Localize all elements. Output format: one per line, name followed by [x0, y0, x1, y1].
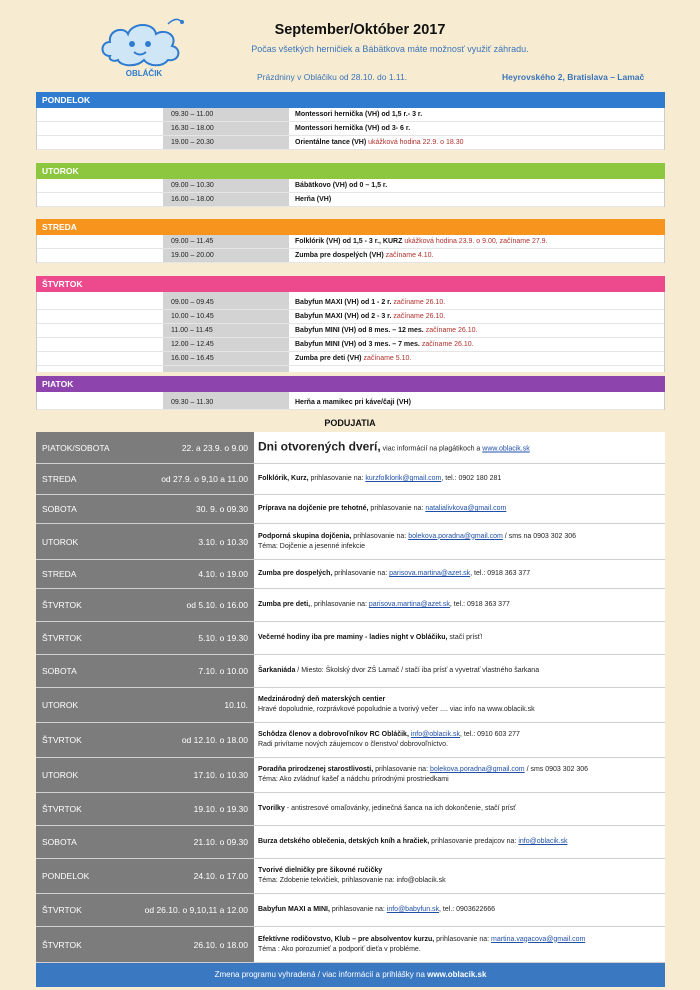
schedule-time: 10.00 – 10.45 [171, 313, 214, 320]
event-date: od 27.9. o 9,10 a 11.00 [161, 474, 248, 484]
schedule-note: ukážková hodina 23.9. o 9.00, začíname 27.9. [404, 238, 548, 245]
event-title: Tvorilky [258, 805, 285, 812]
event-text: prihlasovanie na: [332, 570, 390, 577]
schedule-activity: Babyfun MINI (VH) od 3 mes. – 7 mes. [295, 341, 420, 348]
day-header: PONDELOK [36, 92, 665, 108]
schedule-activity: Babyfun MINI (VH) od 8 mes. – 12 mes. [295, 327, 424, 334]
day-header: ŠTVRTOK [36, 276, 665, 292]
event-date: 19.10. o 19.30 [193, 804, 248, 814]
schedule-row [37, 249, 664, 263]
schedule-activity: Montessori hernička (VH) od 3- 6 r. [295, 125, 411, 132]
event-title: Schôdza členov a dobrovoľníkov RC Obláčik, [258, 731, 409, 738]
event-title: Poradňa prirodzenej starostlivosti, [258, 766, 374, 773]
event-text: - antistresové omaľovánky, jedinečná šanca na ich dokončenie, stačí prísť [284, 805, 516, 812]
event-day: SOBOTA [42, 504, 77, 514]
event-link[interactable]: natalialivkova@gmail.com [425, 505, 507, 512]
schedule-time: 09.30 – 11.00 [171, 111, 214, 118]
event-date: 22. a 23.9. o 9.00 [181, 442, 248, 453]
event-row [36, 927, 665, 963]
event-row [36, 655, 665, 688]
event-day: ŠTVRTOK [42, 939, 82, 950]
event-link[interactable]: parisova.martina@azet.sk [389, 570, 471, 577]
event-link[interactable]: info@oblacik.sk [518, 838, 568, 845]
schedule-time: 19.00 – 20.00 [171, 252, 214, 259]
schedule-time: 12.00 – 12.45 [171, 341, 214, 348]
event-row [36, 524, 665, 560]
event-day: ŠTVRTOK [42, 633, 82, 643]
schedule-note: ukážková hodina 22.9. o 18.30 [368, 139, 464, 146]
event-topic: Téma: Zdobenie tekvičiek, prihlasovanie na: info@oblacik.sk [258, 877, 446, 884]
footer-text: Zmena programu vyhradená / viac informácií a prihlášky na [214, 970, 425, 979]
event-date: 30. 9. o 09.30 [196, 504, 248, 514]
event-date: 26.10. o 18.00 [193, 939, 248, 950]
event-row [36, 464, 665, 495]
event-link[interactable]: info@oblacik.sk [410, 731, 460, 738]
schedule-note: začíname 26.10. [425, 327, 478, 334]
event-link[interactable]: www.oblacik.sk [482, 445, 530, 452]
event-text-2: / sms 0903 302 306 [524, 766, 589, 773]
holiday-note: Prázdniny v Obláčiku od 28.10. do 1.11. [257, 72, 408, 82]
schedule-row [37, 396, 664, 410]
event-date: 24.10. o 17.00 [193, 871, 248, 881]
svg-text:OBLÁČIK: OBLÁČIK [125, 69, 163, 78]
event-title: Dni otvorených dverí, [258, 439, 381, 453]
schedule-time: 09.00 – 10.30 [171, 182, 214, 189]
event-row [36, 622, 665, 655]
schedule-activity: Bábätkovo (VH) od 0 – 1,5 r. [295, 182, 388, 189]
day-block-streda [36, 219, 665, 263]
event-row [36, 723, 665, 758]
schedule-activity: Babyfun MAXI (VH) od 2 - 3 r. [295, 313, 392, 320]
event-text-2: , tel.: 0910 603 277 [460, 731, 520, 738]
schedule-time: 16.00 – 16.45 [171, 355, 214, 362]
event-date: 7.10. o 10.00 [198, 666, 248, 676]
event-day: STREDA [42, 569, 77, 579]
event-text: prihlasovanie na: [368, 505, 426, 512]
event-text: viac informácií na plagátikoch a [380, 445, 483, 452]
event-title: Folklórik, Kurz, [258, 475, 309, 482]
event-title: Babyfun MAXI a MINI, [258, 906, 330, 913]
schedule-row [37, 179, 664, 193]
event-text: prihlasovanie na: [308, 475, 366, 482]
schedule-row [37, 122, 664, 136]
schedule-note: začíname 26.10. [393, 313, 446, 320]
schedule-activity: Montessori hernička (VH) od 1,5 r.- 3 r. [295, 111, 423, 118]
event-row [36, 560, 665, 589]
schedule-activity: Herňa a mamikec pri káve/čaji (VH) [295, 399, 411, 406]
schedule-time: 16.30 – 18.00 [171, 125, 214, 132]
event-day: ŠTVRTOK [42, 905, 82, 915]
event-date: od 12.10. o 18.00 [181, 735, 248, 745]
schedule-row [37, 352, 664, 366]
footer-bar [36, 963, 665, 987]
schedule-time: 11.00 – 11.45 [171, 327, 213, 334]
event-day: UTOROK [42, 536, 79, 547]
event-day: UTOROK [42, 700, 79, 710]
schedule-activity: Orientálne tance (VH) [295, 139, 367, 146]
schedule-note: začíname 5.10. [363, 355, 412, 362]
day-header: UTOROK [36, 163, 665, 179]
event-date: 17.10. o 10.30 [193, 770, 248, 780]
event-date: 4.10. o 19.00 [198, 569, 248, 579]
event-row [36, 793, 665, 826]
event-day: SOBOTA [42, 666, 77, 676]
schedule-row [37, 235, 664, 249]
event-title: Zumba pre dospelých, [258, 570, 333, 577]
event-title: Efektívne rodičovstvo, Klub – pre absolventov kurzu, [258, 935, 435, 943]
schedule-activity: Babyfun MAXI (VH) od 1 - 2 r. [295, 299, 392, 306]
schedule-time: 19.00 – 20.30 [171, 139, 214, 146]
page-subtitle: Počas všetkých herničiek a Bábätkova máte možnosť využiť záhradu. [251, 44, 529, 54]
event-title: Príprava na dojčenie pre tehotné, [258, 505, 369, 512]
event-topic: Hravé dopoludnie, rozprávkové popoludnie a tvorivý večer .... viac info na www.oblacik.sk [258, 706, 535, 713]
event-title: Podporná skupina dojčenia, [258, 532, 352, 540]
event-title: Tvorivé dielničky pre šikovné ručičky [258, 867, 383, 874]
event-row [36, 495, 665, 524]
schedule-row [37, 324, 664, 338]
event-day: PIATOK/SOBOTA [42, 442, 110, 453]
event-topic: Téma: Ako zvládnuť kašeľ a nádchu prírodnými prostriedkami [258, 776, 449, 783]
event-text-2: , tel.: 0902 180 281 [441, 475, 502, 482]
event-text-2: / sms na 0903 302 306 [502, 532, 577, 540]
schedule-note: začíname 26.10. [421, 341, 474, 348]
event-text-2: , tel.: 0918 363 377 [449, 601, 510, 608]
event-date: od 26.10. o 9,10,11 a 12.00 [144, 905, 248, 915]
event-text: , prihlasovanie na: [310, 601, 369, 608]
event-date: od 5.10. o 16.00 [186, 600, 248, 610]
schedule-row [37, 136, 664, 150]
schedule-activity: Zumba pre dospelých (VH) [295, 252, 384, 259]
event-link[interactable]: parisova.martina@azet.sk [368, 601, 450, 608]
schedule-activity: Herňa (VH) [295, 196, 332, 203]
event-topic: Téma: Dojčenie a jesenné infekcie [258, 542, 366, 550]
event-day: SOBOTA [42, 837, 77, 847]
schedule-row [37, 338, 664, 352]
event-link[interactable]: martina.vagacova@gmail.com [491, 935, 586, 943]
event-day: PONDELOK [42, 871, 90, 881]
day-header: STREDA [36, 219, 665, 235]
event-link[interactable]: info@babyfun.sk [386, 906, 440, 913]
schedule-activity: Zumba pre deti (VH) [295, 355, 362, 362]
day-header: PIATOK [36, 376, 665, 392]
event-date: 3.10. o 10.30 [198, 536, 248, 547]
event-topic: Téma : Ako porozumieť a podporiť dieťa v probléme. [258, 945, 421, 953]
events-table [36, 432, 665, 987]
day-block-pondelok [36, 92, 665, 150]
event-row [36, 432, 665, 464]
event-title: Medzinárodný deň materských centier [258, 696, 386, 703]
day-block-piatok [36, 376, 665, 410]
event-text: prihlasovanie predajcov na: [429, 838, 519, 845]
event-date: 10.10. [224, 700, 248, 710]
event-row [36, 826, 665, 859]
schedule-time: 16.00 – 18.00 [171, 196, 214, 203]
event-row [36, 688, 665, 723]
event-day: ŠTVRTOK [42, 735, 82, 745]
schedule-row [37, 108, 664, 122]
event-title: Burza detského oblečenia, detských kníh a hračiek, [258, 838, 430, 845]
schedule-row [37, 296, 664, 310]
event-row [36, 859, 665, 894]
schedule-note: začíname 26.10. [393, 299, 446, 306]
event-title: Večerné hodiny iba pre maminy - ladies night v Obláčiku, [258, 634, 448, 641]
event-date: 5.10. o 19.30 [198, 633, 248, 643]
schedule-activity: Folklórik (VH) od 1,5 - 3 r., KURZ [295, 238, 403, 245]
events-heading: PODUJATIA [324, 418, 376, 428]
event-topic: Radi privítame nových záujemcov o členstvo/ dobrovoľníctvo. [258, 741, 448, 748]
event-day: ŠTVRTOK [42, 804, 82, 814]
event-text: stačí prísť! [447, 634, 483, 641]
address: Heyrovského 2, Bratislava – Lamač [502, 72, 645, 82]
event-link[interactable]: kurzfolklorik@gmail.com [365, 475, 442, 482]
event-text-2: , tel.: 0918 363 377 [470, 570, 531, 577]
footer-link[interactable]: www.oblacik.sk [427, 970, 487, 979]
event-text-2: , tel.: 0903622666 [439, 906, 496, 913]
event-row [36, 589, 665, 622]
page-title: September/Október 2017 [274, 22, 446, 38]
event-day: ŠTVRTOK [42, 600, 82, 610]
event-text: prihlasovanie na: [351, 532, 409, 540]
event-day: UTOROK [42, 770, 79, 780]
schedule-time: 09.30 – 11.30 [171, 399, 214, 406]
event-text: / Miesto: Školský dvor ZŠ Lamač / stačí iba prísť a vyvetrať vlastného šarkana [295, 667, 540, 674]
schedule-time: 09.00 – 11.45 [171, 238, 214, 245]
event-day: STREDA [42, 474, 77, 484]
event-title: Šarkaniáda [258, 667, 296, 674]
event-text: prihlasovanie na: [329, 906, 387, 913]
event-text: prihlasovanie na: [373, 766, 430, 773]
schedule-row [37, 193, 664, 207]
event-text: prihlasovanie na: [434, 935, 492, 943]
event-row [36, 894, 665, 927]
event-link[interactable]: bolekova.poradna@gmail.com [429, 766, 525, 773]
schedule-time: 09.00 – 09.45 [171, 299, 214, 306]
event-link[interactable]: bolekova.poradna@gmail.com [408, 532, 503, 540]
event-title: Zumba pre deti, [258, 601, 311, 608]
day-block-stvrtok [36, 276, 665, 372]
schedule-note: začíname 4.10. [385, 252, 434, 259]
event-date: 21.10. o 09.30 [193, 837, 248, 847]
day-block-utorok [36, 163, 665, 207]
schedule-row [37, 310, 664, 324]
event-row [36, 758, 665, 793]
